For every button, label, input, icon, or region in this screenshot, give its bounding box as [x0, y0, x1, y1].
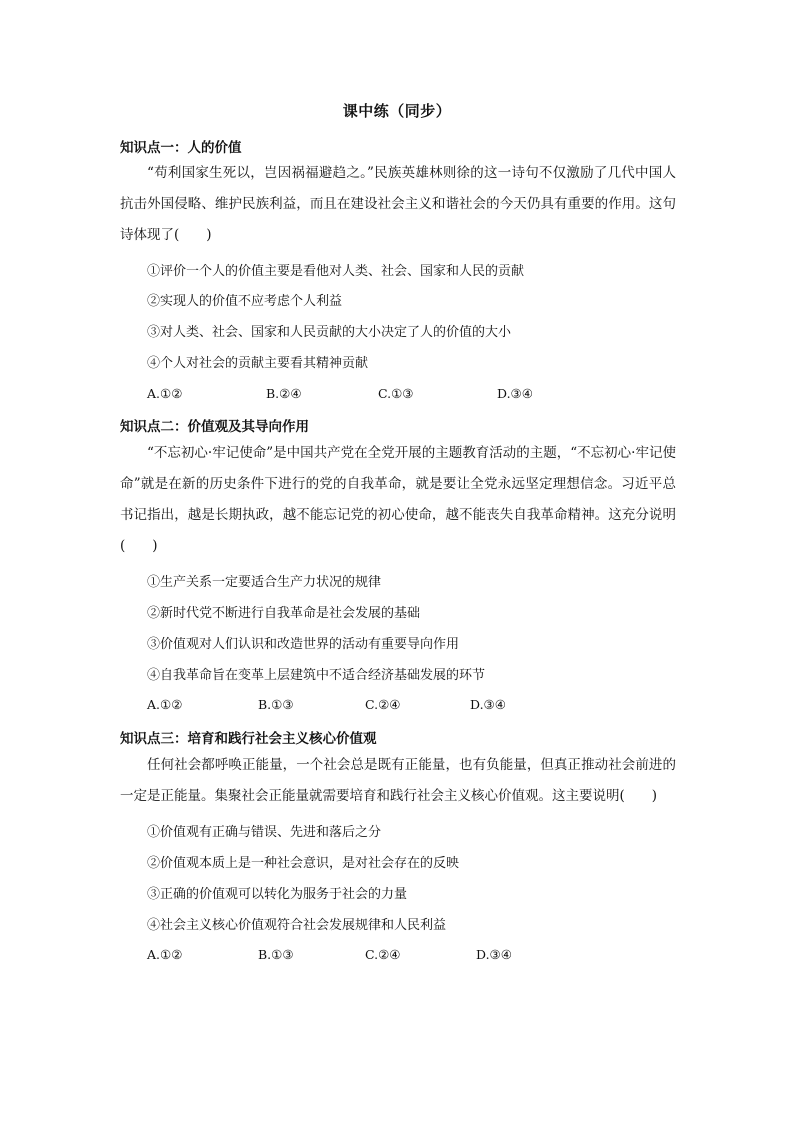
section-3-option-1: ①价值观有正确与错误、先进和落后之分 [147, 825, 382, 840]
section-2-option-4: ④自我革命旨在变革上层建筑中不适合经济基础发展的环节 [147, 668, 486, 683]
section-3-option-3: ③正确的价值观可以转化为服务于社会的力量 [147, 887, 408, 902]
section-3-stem: 任何社会都呼唤正能量，一个社会总是既有正能量，也有负能量，但真正推动社会前进的一定是正能量。集聚社会正能量就需要培育和践行社会主义核心价值观。这主要说明( ) [120, 757, 676, 804]
section-2-option-1: ①生产关系一定要适合生产力状况的规律 [147, 575, 382, 590]
section-2-answer-b[interactable]: B.①③ [258, 697, 294, 712]
section-2-option-3: ③价值观对人们认识和改造世界的活动有重要导向作用 [147, 637, 460, 652]
section-3-answer-d[interactable]: D.③④ [476, 947, 512, 962]
section-2-option-2: ②新时代党不断进行自我革命是社会发展的基础 [147, 606, 421, 621]
section-1-option-1: ①评价一个人的价值主要是看他对人类、社会、国家和人民的贡献 [147, 264, 525, 279]
section-3-option-2: ②价值观本质上是一种社会意识，是对社会存在的反映 [147, 856, 460, 871]
section-1-answer-a[interactable]: A.①② [147, 386, 183, 401]
section-1-option-3: ③对人类、社会、国家和人民贡献的大小决定了人的价值的大小 [147, 325, 512, 340]
section-1-option-4: ④个人对社会的贡献主要看其精神贡献 [147, 356, 369, 371]
section-3-option-4: ④社会主义核心价值观符合社会发展规律和人民利益 [147, 918, 447, 933]
section-2-heading: 知识点二：价值观及其导向作用 [120, 419, 309, 435]
page-title: 课中练（同步） [342, 102, 452, 120]
section-1-answer-b[interactable]: B.②④ [266, 386, 302, 401]
section-2-stem: “不忘初心·牢记使命”是中国共产党在全党开展的主题教育活动的主题，“不忘初心·牢记使命”就是在新的历史条件下进行的党的自我革命，就是要让全党永远坚定理想信念。习近平总书记指出，越是长期执政，越不能忘记党的初心使命，越不能丧失自我革命精神。这充分说明( ) [120, 445, 676, 554]
section-2-answer-c[interactable]: C.②④ [365, 697, 401, 712]
section-2-answer-a[interactable]: A.①② [147, 697, 183, 712]
section-1-option-2: ②实现人的价值不应考虑个人利益 [147, 294, 343, 309]
section-1-answer-c[interactable]: C.①③ [378, 386, 414, 401]
section-3-heading: 知识点三：培育和践行社会主义核心价值观 [120, 731, 377, 747]
section-1-answer-d[interactable]: D.③④ [497, 386, 533, 401]
section-3-answer-a[interactable]: A.①② [147, 947, 183, 962]
section-3-answer-b[interactable]: B.①③ [258, 947, 294, 962]
section-1-heading: 知识点一：人的价值 [120, 140, 242, 156]
section-3-answer-c[interactable]: C.②④ [365, 947, 401, 962]
section-1-stem: “苟利国家生死以，岂因祸福避趋之。”民族英雄林则徐的这一诗句不仅激励了几代中国人抗击外国侵略、维护民族利益，而且在建设社会主义和谐社会的今天仍具有重要的作用。这句诗体现了( ) [120, 165, 676, 243]
section-2-answer-d[interactable]: D.③④ [470, 697, 506, 712]
